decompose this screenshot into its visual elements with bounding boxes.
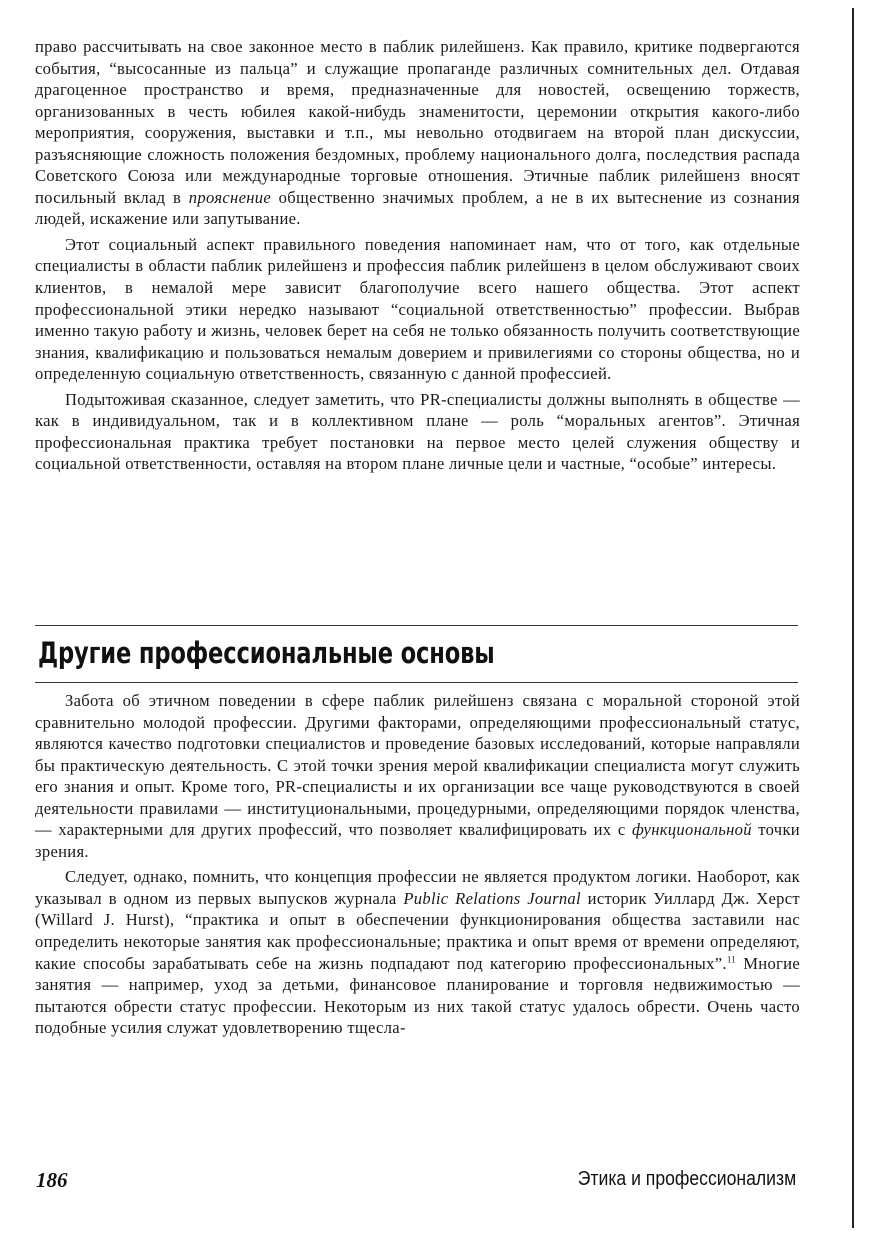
running-title: Этика и профессионализм: [577, 1168, 796, 1190]
section-heading: Другие профессиональные основы: [38, 636, 495, 670]
top-text-block: [35, 36, 800, 475]
body-text: право рассчитывать на свое законное место в паблик рилейшенз. Как правило, критике подвергаются события, “высосанные из пальца” и служащие пропаганде различных сомнительных дел. Отдавая драгоценное пространство и время, предназначенные для новостей, освещению торжеств, организованных в честь юбилея какой-нибудь знаменитости, церемонии открытия какого-либо мероприятия, сооружения, выставки и т.п., мы невольно отодвигаем на второй план дискуссии, разъясняющие сложность положения бездомных, проблему национального долга, последствия распада Советского Союза или международные торговые отношения. Этичные паблик рилейшенз вносят посильный вклад в: [35, 37, 800, 207]
section-rule-bottom: [35, 682, 798, 683]
body-text: общественно значимых проблем, а не в их вытеснение из сознания людей, искажение или запутывание.: [35, 187, 800, 229]
body-text: точки зрения.: [35, 820, 800, 861]
section-rule-top: [35, 625, 798, 626]
page-number: 186: [36, 1168, 68, 1192]
paragraph-p1: [35, 36, 800, 230]
body-text: Следует, однако, помнить, что концепция профессии не является продуктом логики. Наоборот, как указывал в одном из первых выпусков журнала: [35, 867, 800, 908]
footnote-ref: 11: [726, 954, 737, 965]
paragraph-p4: [35, 690, 800, 862]
body-text: Этот социальный аспект правильного поведения напоминает нам, что от того, как отдельные специалисты в области паблик рилейшенз и профессия паблик рилейшенз в целом обслуживают своих клиентов, в немалой мере зависит благополучие всего нашего общества. Этот аспект профессиональной этики нередко называют “социальной ответственностью” профессии. Выбрав именно такую работу и жизнь, человек берет на себя не только обязанность получить соответствующие знания, квалификацию и пользоваться немалым доверием и привилегиями со стороны общества, но и определенную социальную ответственность, связанную с данной профессией.: [35, 234, 800, 384]
bottom-text-block: [35, 690, 800, 1039]
paragraph-p2: [35, 234, 800, 385]
emphasis-text: Public Relations Journal: [403, 888, 581, 908]
body-text: Многие занятия — например, уход за детьми, финансовое планирование и торговля недвижимостью — пытаются обрести статус профессии. Некоторым из них такой статус удалось обрести. Очень часто подобные усилия служат удовлетворению тщесла-: [35, 953, 800, 1038]
body-text: историк Уиллард Дж. Херст (Willard J. Hurst), “практика и опыт в обеспечении функционирования общества заставили нас определить некоторые занятия как профессиональные; практика и опыт время от времени определяют, какие способы зарабатывать себе на жизнь подпадают под категорию профессиональных”.: [35, 888, 800, 973]
emphasis-text: прояснение: [188, 187, 272, 207]
paragraph-p5: [35, 866, 800, 1038]
body-text: Подытоживая сказанное, следует заметить, что PR-специалисты должны выполнять в обществе — как в индивидуальном, так и в коллективном плане — роль “моральных агентов”. Этичная профессиональная практика требует постановки на первое место целей служения обществу и социальной ответственности, оставляя на втором плане личные цели и частные, “особые” интересы.: [35, 389, 800, 474]
paragraph-p3: [35, 389, 800, 475]
page-edge-rule: [852, 8, 854, 1228]
emphasis-text: функциональной: [632, 820, 752, 840]
body-text: Забота об этичном поведении в сфере паблик рилейшенз связана с моральной стороной этой сравнительно молодой профессии. Другими факторами, определяющими профессиональный статус, являются качество подготовки специалистов и проведение базовых исследований, которые направляли бы практическую деятельность. С этой точки зрения мерой квалификации специалиста могут служить его знания и опыт. Кроме того, PR-специалисты и их организации все чаще руководствуются в своей деятельности правилами — институциональными, процедурными, определяющими порядок членства, — характерными для других профессий, что позволяет квалифицировать их с: [35, 691, 800, 840]
